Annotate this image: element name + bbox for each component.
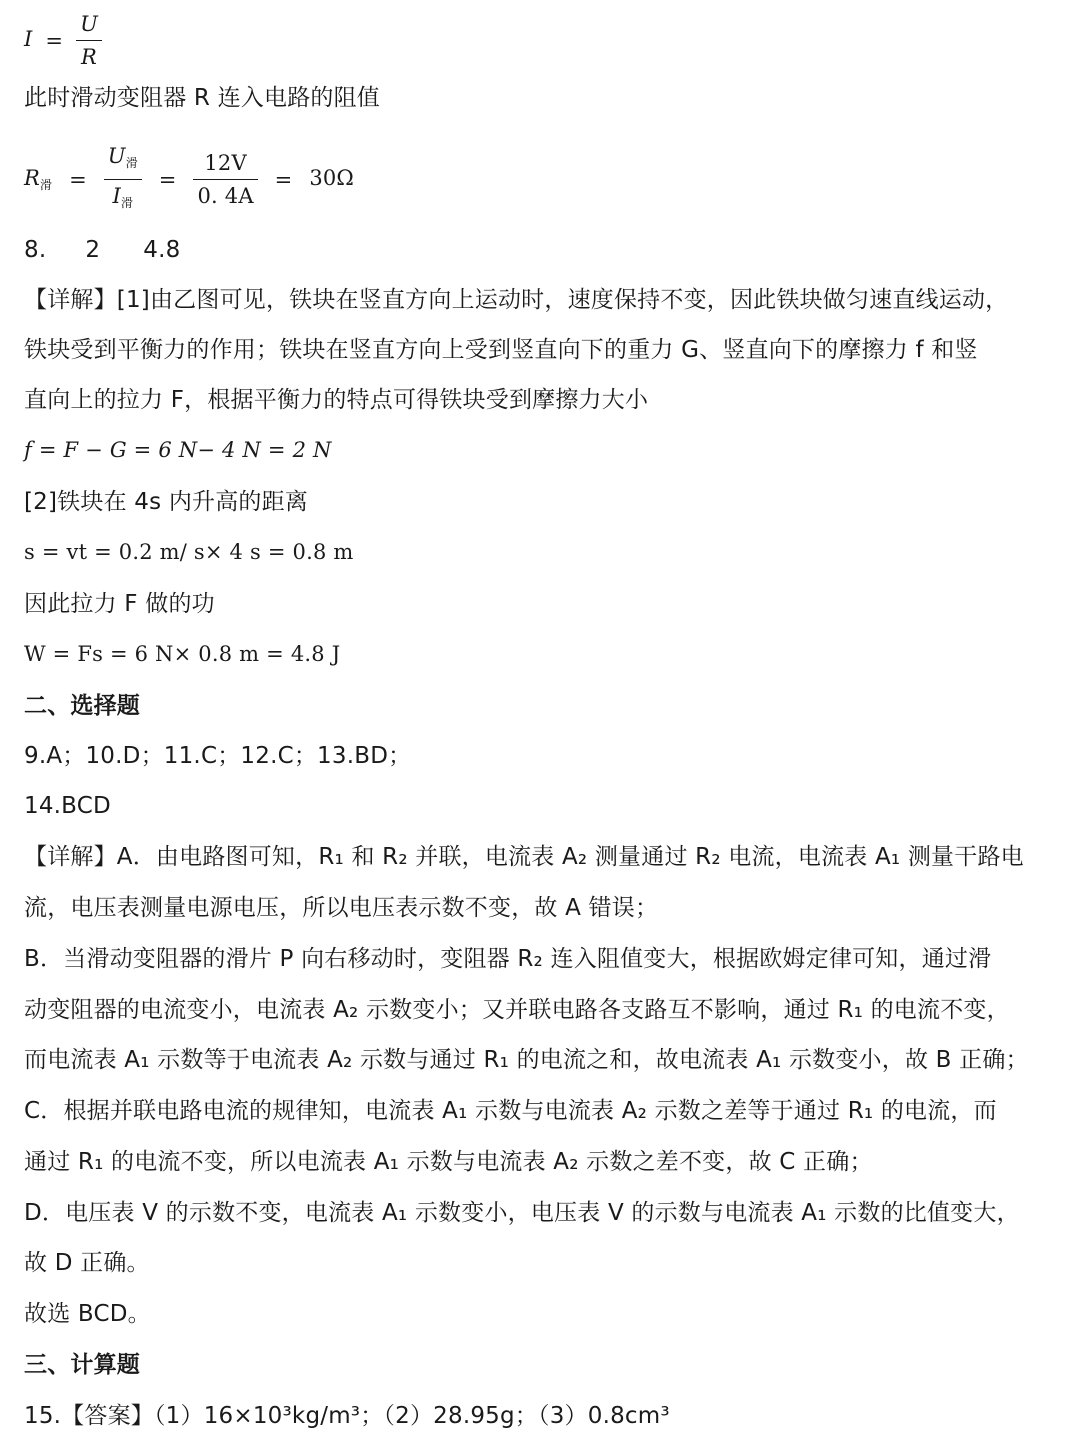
q14-detail-line-9: 故 D 正确。 [24, 1250, 150, 1276]
formula-distance: s = vt = 0.2 m/ s× 4 s = 0.8 m [24, 540, 354, 564]
formula-r-fraction1 [104, 140, 142, 219]
formula-r-den1: I滑 [104, 179, 142, 219]
q14-detail-line-8: D．电压表 V 的示数不变，电流表 A₁ 示数变小，电压表 V 的示数与电流表 A₁ 示数的比值变大， [24, 1200, 1020, 1226]
q14-detail-line-3: B．当滑动变阻器的滑片 P 向右移动时，变阻器 R₂ 连入阻值变大，根据欧姆定律可知，通过滑 [24, 946, 992, 972]
q14-detail-line-10: 故选 BCD。 [24, 1301, 151, 1327]
text-resistance-intro: 此时滑动变阻器 R 连入电路的阻值 [24, 85, 381, 111]
formula-i-lhs: I [24, 27, 33, 51]
q14-detail-line-7: 通过 R₁ 的电流不变，所以电流表 A₁ 示数与电流表 A₂ 示数之差不变，故 C 正确； [24, 1149, 873, 1175]
formula-i-fraction [76, 8, 102, 73]
q15-answer: 15.【答案】（1）16×10³kg/m³；（2）28.95g；（3）0.8cm³ [24, 1403, 670, 1429]
formula-resistance [24, 140, 354, 219]
q8-detail-line-5: 因此拉力 F 做的功 [24, 591, 215, 617]
answers-9-to-13: 9.A；10.D；11.C；12.C；13.BD； [24, 743, 412, 769]
formula-r-den2: 0. 4A [193, 179, 257, 212]
q8-detail-line-2: 铁块受到平衡力的作用；铁块在竖直方向上受到竖直向下的重力 G、竖直向下的摩擦力 f 和竖 [24, 337, 978, 363]
q8-answer-2: 4.8 [143, 237, 181, 263]
q8-detail-line-1: 【详解】[1]由乙图可见，铁块在竖直方向上运动时，速度保持不变，因此铁块做匀速直线运动， [24, 287, 1009, 313]
formula-r-lhs: R [24, 166, 41, 190]
q8-detail-line-3: 直向上的拉力 F，根据平衡力的特点可得铁块受到摩擦力大小 [24, 387, 649, 413]
section-2-heading: 二、选择题 [24, 693, 140, 719]
q8-detail-line-4: [2]铁块在 4s 内升高的距离 [24, 489, 309, 515]
formula-friction: f = F − G = 6 N− 4 N = 2 N [24, 438, 332, 462]
formula-i-eq: = [45, 28, 64, 53]
q14-detail-line-4: 动变阻器的电流变小，电流表 A₂ 示数变小；又并联电路各支路互不影响，通过 R₁ 的电流不变， [24, 997, 1010, 1023]
section-3-heading: 三、计算题 [24, 1352, 140, 1378]
formula-i-denominator: R [76, 40, 102, 73]
formula-r-eq1: = [69, 167, 87, 192]
formula-r-num2: 12V [204, 151, 247, 175]
q14-detail-line-2: 流，电压表测量电源电压，所以电压表示数不变，故 A 错误； [24, 895, 659, 921]
formula-r-eq3: = [274, 167, 293, 192]
formula-r-lhs-sub: 滑 [40, 178, 53, 192]
formula-r-eq2: = [158, 167, 177, 192]
formula-r-fraction2 [193, 147, 257, 212]
q14-detail-line-5: 而电流表 A₁ 示数等于电流表 A₂ 示数与通过 R₁ 的电流之和，故电流表 A₁ 示数变小，故 B 正确； [24, 1047, 1029, 1073]
answer-14: 14.BCD [24, 793, 111, 819]
formula-work: W = Fs = 6 N× 0.8 m = 4.8 J [24, 642, 341, 666]
q14-detail-line-6: C．根据并联电路电流的规律知，电流表 A₁ 示数与电流表 A₂ 示数之差等于通过 R₁ 的电流，而 [24, 1098, 997, 1124]
q8-number: 8. [24, 237, 47, 263]
q8-answer-1: 2 [85, 237, 101, 263]
q8-answer-line [24, 234, 180, 266]
formula-i-numerator: U [80, 12, 98, 36]
formula-r-num1: U滑 [107, 144, 138, 170]
formula-ohms-law [24, 8, 102, 73]
q14-detail-line-1: 【详解】A．由电路图可知，R₁ 和 R₂ 并联，电流表 A₂ 测量通过 R₂ 电流，电流表 A₁ 测量干路电 [24, 844, 1024, 870]
formula-r-result: 30Ω [309, 166, 355, 190]
